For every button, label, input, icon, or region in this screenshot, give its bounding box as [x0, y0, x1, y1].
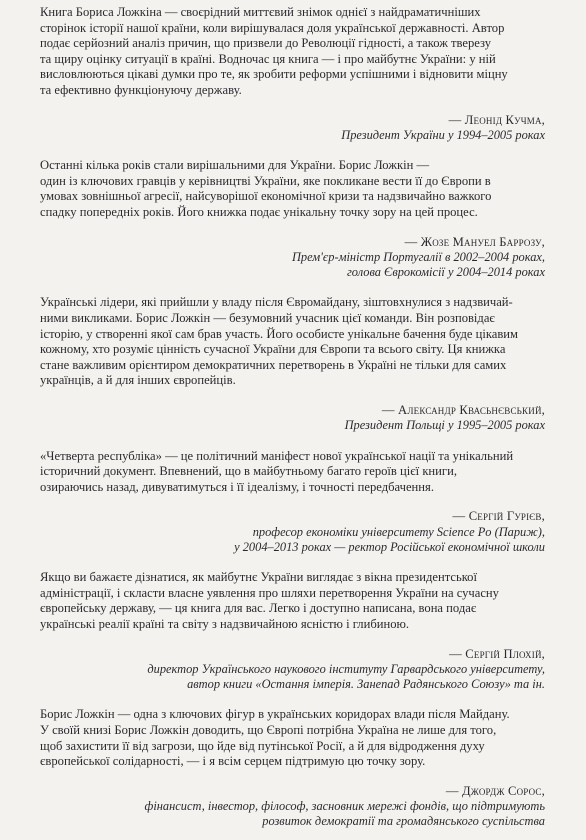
quote-line: один із ключових гравців у керівництві України, яке покликане вести її до Європи в	[40, 173, 491, 188]
author-name: — Жозе Мануел Баррозу,	[404, 234, 545, 249]
quote-line: сторінок історії нашої країни, коли вирішувалася доля української державності. Автор	[40, 20, 505, 35]
quote-line: Якщо ви бажаєте дізнатися, як майбутнє України виглядає з вікна президентської	[40, 570, 477, 585]
author-role: голова Єврокомісії у 2004–2014 роках	[346, 265, 545, 280]
author-name: — Сергій Гурієв,	[452, 509, 545, 524]
blurb-guriev	[40, 449, 544, 556]
blurb-signature	[40, 403, 545, 434]
quote-line: Українські лідери, які прийшли у владу після Євромайдану, зіштовхнулися з надзвичай-	[40, 295, 513, 310]
quote-line: історичний документ. Впевнений, що в майбутньому багато героїв цієї книги,	[40, 464, 457, 479]
author-role: Президент Польщі у 1995–2005 роках	[344, 418, 545, 433]
blurb-soros	[40, 707, 544, 829]
quote-line: європейської солідарності, — і я всім серцем підтримую цю точку зору.	[40, 754, 426, 769]
quote-line: кожному, хто розуміє цінність сучасної України для Європи та всього світу. Ця книжка	[40, 342, 506, 357]
author-role: Президент України у 1994–2005 роках	[341, 127, 545, 142]
quote-line: У своїй книзі Борис Ложкін доводить, що Європі потрібна Україна не лише для того,	[40, 722, 497, 737]
blurb-plokhy	[40, 570, 544, 692]
author-role: у 2004–2013 роках — ректор Російської економічної школи	[234, 539, 545, 554]
blurb-quote	[40, 707, 544, 769]
quote-line: щоб захистити її від загрози, що йде від путінської Росії, а й для відродження духу	[40, 738, 485, 753]
quote-line: ними викликами. Борис Ложкін — безумовний учасник цієї команди. Він розповідає	[40, 310, 495, 325]
blurb-quote	[40, 570, 544, 632]
blurb-quote	[40, 449, 544, 496]
blurb-signature	[40, 113, 545, 144]
quote-line: спадку попередніх років. Його книжка подає унікальну точку зору на цей процес.	[40, 204, 478, 219]
author-role: фінансист, інвестор, філософ, засновник мережі фондів, що підтримують	[144, 799, 545, 814]
quote-line: подає серйозний аналіз причин, що призвели до Революції гідності, а також тверезу	[40, 36, 492, 51]
quote-line: «Четверта республіка» — це політичний маніфест нової української нації та унікальний	[40, 448, 514, 463]
blurb-signature	[40, 784, 545, 830]
author-name: — Александр Квасьнєвський,	[381, 402, 545, 417]
blurb-kuchma	[40, 5, 544, 143]
quote-line: озираючись назад, дивуватимуться і її ідеалізму, і точності передбачення.	[40, 479, 434, 494]
blurb-signature	[40, 509, 545, 555]
blurb-signature	[40, 647, 545, 693]
quote-line: історію, у створенні якої сам брав участь. Його особисте унікальне бачення буде цікавим	[40, 326, 519, 341]
quote-line: та щиру оцінку ситуації в країні. Водночас ця книга — і про майбутнє України: у ній	[40, 51, 496, 66]
quote-line: Книга Бориса Ложкіна — своєрідний миттєвий знімок однієї з найдраматичніших	[40, 5, 481, 19]
author-role: Прем'єр-міністр Португалії в 2002–2004 роках,	[291, 249, 545, 264]
author-name: — Сергій Плохій,	[449, 646, 545, 661]
quote-line: українські реалії країні та світу з надзвичайною ясністю і глибиною.	[40, 616, 410, 631]
quote-line: Останні кілька років стали вирішальними для України. Борис Ложкін —	[40, 158, 430, 173]
quote-line: та ефективно функціонуючу державу.	[40, 82, 242, 97]
blurb-quote	[40, 295, 544, 389]
quote-line: українців, а й для інших європейців.	[40, 373, 236, 388]
author-role: директор Українського наукового інституту Гарвардського університету,	[147, 661, 545, 676]
blurb-signature	[40, 235, 545, 281]
author-name: — Джордж Сорос,	[445, 783, 545, 798]
author-role: автор книги «Остання імперія. Занепад Радянського Союзу» та ін.	[187, 677, 545, 692]
quote-line: умовах зовнішньої агресії, найсуворішої економічної кризи та надзвичайно важкого	[40, 189, 492, 204]
blurb-kwasniewski	[40, 295, 544, 433]
quote-line: Борис Ложкін — одна з ключових фігур в українських коридорах влади після Майдану.	[40, 707, 510, 722]
quote-line: адміністрації, і скласти власне уявлення про шляхи перетворення України на сучасну	[40, 585, 499, 600]
author-role: розвиток демократії та громадянського суспільства	[262, 814, 545, 829]
blurb-quote	[40, 5, 544, 99]
author-role: професор економіки університету Science Po (Париж),	[252, 524, 545, 539]
author-name: — Леонід Кучма,	[448, 112, 545, 127]
quote-line: висловлюються цікаві думки про те, як зробити реформи успішними і відновити міцну	[40, 67, 508, 82]
blurb-barroso	[40, 158, 544, 280]
blurb-quote	[40, 158, 544, 220]
quote-line: європейську державу, — ця книга для вас. Легко і доступно написана, вона подає	[40, 601, 477, 616]
quote-line: стане важливим орієнтиром демократичних перетворень в Україні не тільки для самих	[40, 357, 507, 372]
